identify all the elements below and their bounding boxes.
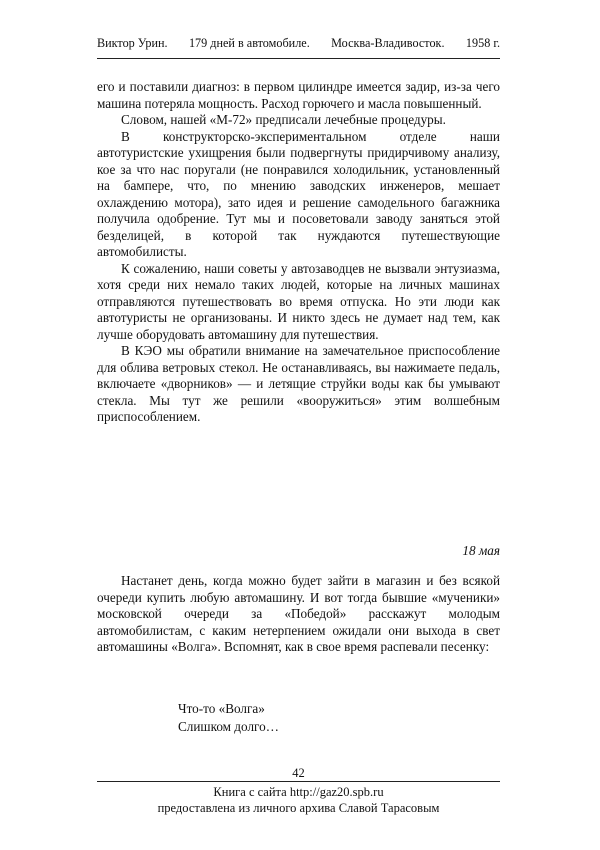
paragraph: К сожалению, наши советы у автозаводцев не вызвали энтузиазма, хотя среди них немало таких людей, которые на личных машинах отправляются путешествовать во время отпуска. Но эти люди как автотуристы не организованы. И никто здесь не думает над тем, как лучше оборудовать автомашину для путешествия. — [97, 260, 500, 342]
running-header — [97, 36, 500, 51]
secondary-text — [97, 573, 500, 656]
paragraph: Настанет день, когда можно будет зайти в магазин и без всякой очереди купить любую автомашину. И вот тогда бывшие «мученики» московской очереди за «Победой» расскажут молодым автомобилистам, с каким нетерпением ожидали они выхода в свет автомашины «Волга». Вспомнят, как в свое время распевали песенку: — [97, 573, 500, 654]
footer-source: Книга с сайта http://gaz20.spb.ru — [213, 785, 384, 799]
date-heading: 18 мая — [462, 543, 500, 558]
paragraph: Словом, нашей «М-72» предписали лечебные процедуры. — [121, 112, 446, 127]
paragraph: В конструкторско-экспериментальном отделе наши автотуристские ухищрения были подвергнуты придирчивому анализу, кое за что нас поругали (не понравился холодильник, установленный на бампере, что, по мнению заводских инженеров, мешает охлаждению мотора), зато идея и решение самодельного багажника получила одобрение. Тут мы и посоветовали заводу заняться этой безделицей, в которой так нуждаются путешествующие автомобилисты. — [97, 128, 500, 259]
footer-divider — [97, 781, 500, 782]
header-author: Виктор Урин. — [97, 36, 168, 50]
poem-line: Что-то «Волга» — [178, 701, 265, 716]
footer-credit: предоставлена из личного архива Славой Тарасовым — [157, 801, 440, 815]
main-text — [97, 79, 500, 426]
poem-line: Слишком долго… — [178, 719, 279, 734]
paragraph: его и поставили диагноз: в первом цилиндре имеется задир, из-за чего машина потеряла мощность. Расход горючего и масла повышенный. — [97, 79, 500, 111]
page-number: 42 — [292, 766, 305, 780]
footer — [97, 784, 500, 816]
header-title: 179 дней в автомобиле. — [188, 36, 310, 50]
header-route: Москва-Владивосток. — [331, 36, 445, 50]
paragraph: В КЭО мы обратили внимание на замечательное приспособление для облива ветровых стекол. Не останавливаясь, вы нажимаете педаль, включаете «дворников» — и летящие струйки воды как бы умывают стекла. Мы тут же решили «вооружиться» этим волшебным приспособлением. — [97, 343, 500, 424]
song-quote — [178, 700, 279, 736]
header-year: 1958 г. — [465, 36, 500, 50]
header-divider — [97, 58, 500, 59]
